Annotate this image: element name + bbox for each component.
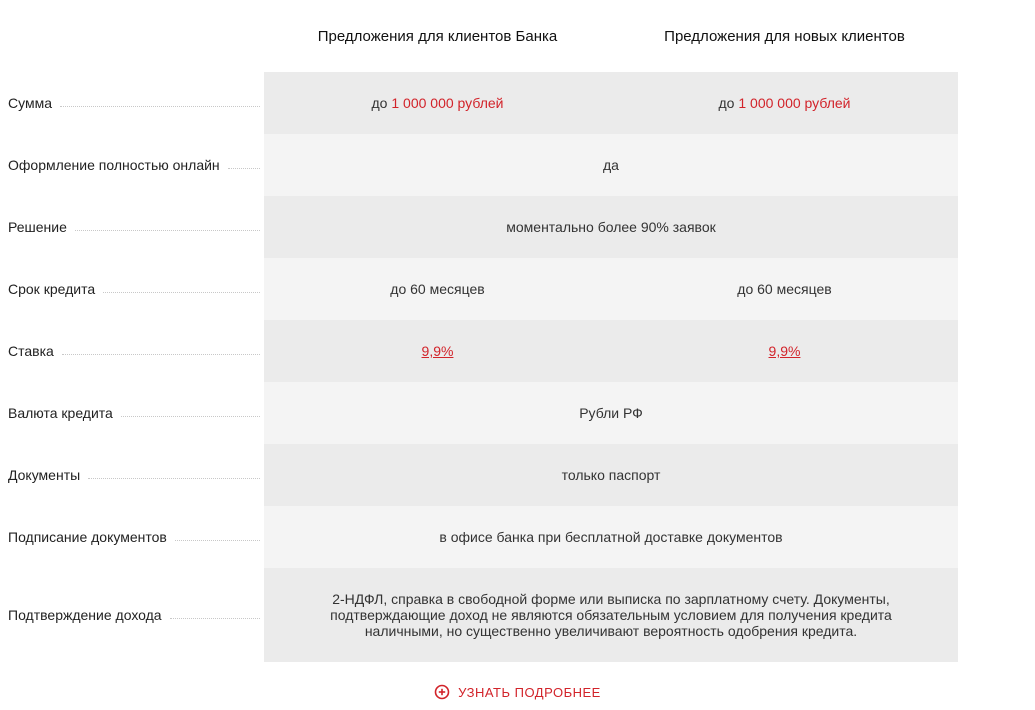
online-value: да <box>603 157 619 173</box>
dotted-leader <box>228 168 260 169</box>
decision-label: Решение <box>8 219 67 235</box>
signing-value: в офисе банка при бесплатной доставке документов <box>439 529 783 545</box>
dotted-leader <box>88 478 260 479</box>
term-new-clients: до 60 месяцев <box>737 281 832 297</box>
sum-prefix: до <box>371 95 388 111</box>
sum-bank-clients <box>264 95 611 111</box>
dotted-leader <box>60 106 260 107</box>
term-bank-clients: до 60 месяцев <box>390 281 485 297</box>
row-currency <box>0 382 958 444</box>
documents-value: только паспорт <box>561 467 661 483</box>
row-values <box>264 72 958 134</box>
dotted-leader <box>170 618 260 619</box>
row-values <box>264 134 958 196</box>
row-values <box>264 444 958 506</box>
rate-new-clients <box>611 343 958 359</box>
dotted-leader <box>62 354 260 355</box>
dotted-leader <box>175 540 260 541</box>
header-bank-clients: Предложения для клиентов Банка <box>317 27 558 45</box>
row-signing <box>0 506 958 568</box>
signing-label: Подписание документов <box>8 529 167 545</box>
dotted-leader <box>75 230 260 231</box>
row-values <box>264 196 958 258</box>
sum-label: Сумма <box>8 95 52 111</box>
row-label <box>0 382 264 444</box>
row-values <box>264 568 958 662</box>
learn-more-label: УЗНАТЬ ПОДРОБНЕЕ <box>458 684 601 700</box>
row-values <box>264 258 958 320</box>
row-label <box>0 258 264 320</box>
row-label <box>0 196 264 258</box>
income-label: Подтверждение дохода <box>8 607 162 623</box>
row-values <box>264 506 958 568</box>
row-values <box>264 320 958 382</box>
row-label <box>0 568 264 662</box>
dotted-leader <box>121 416 260 417</box>
sum-prefix: до <box>718 95 735 111</box>
sum-amount: 1 000 000 рублей <box>391 95 504 111</box>
row-decision <box>0 196 958 258</box>
currency-label: Валюта кредита <box>8 405 113 421</box>
rate-link-new-clients[interactable]: 9,9% <box>768 343 801 359</box>
row-sum <box>0 72 958 134</box>
header-new-clients: Предложения для новых клиентов <box>664 27 905 45</box>
rate-link-bank-clients[interactable]: 9,9% <box>421 343 454 359</box>
documents-label: Документы <box>8 467 81 483</box>
plus-circle-icon <box>434 684 450 700</box>
row-label <box>0 320 264 382</box>
learn-more-link[interactable] <box>0 684 1035 700</box>
dotted-leader <box>103 292 260 293</box>
row-term <box>0 258 958 320</box>
sum-new-clients <box>611 95 958 111</box>
sum-amount: 1 000 000 рублей <box>738 95 851 111</box>
row-label <box>0 72 264 134</box>
row-online <box>0 134 958 196</box>
income-value: 2-НДФЛ, справка в свободной форме или выписка по зарплатному счету. Документы, подтверждающие доход не являются обязательным условием для получения кредита наличными, но существенно увеличивают вероятность одобрения кредита. <box>330 591 892 639</box>
decision-value: моментально более 90% заявок <box>506 219 716 235</box>
row-rate <box>0 320 958 382</box>
row-label <box>0 506 264 568</box>
currency-value: Рубли РФ <box>579 405 643 421</box>
rate-bank-clients <box>264 343 611 359</box>
comparison-header <box>264 0 958 72</box>
comparison-table <box>0 72 958 662</box>
row-values <box>264 382 958 444</box>
rate-label: Ставка <box>8 343 54 359</box>
term-label: Срок кредита <box>8 281 96 297</box>
row-documents <box>0 444 958 506</box>
online-label: Оформление полностью онлайн <box>8 157 220 173</box>
row-label <box>0 134 264 196</box>
row-label <box>0 444 264 506</box>
row-income <box>0 568 958 662</box>
